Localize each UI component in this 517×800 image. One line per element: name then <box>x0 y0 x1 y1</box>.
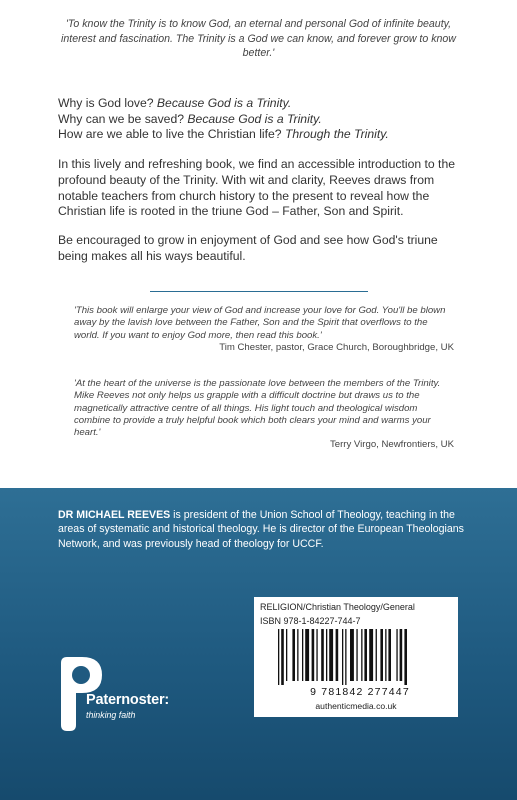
publisher-name: Paternoster: <box>86 692 170 708</box>
endorsement-quote <box>74 305 454 354</box>
author-bio-text: is president of the Union School of Theology, teaching in the areas of systematic and historical theology. He is director of the European Theologians Network, and was previously head of theology for UCCF. <box>58 509 464 550</box>
isbn-panel <box>254 597 458 717</box>
author-name: DR MICHAEL REEVES <box>58 509 171 521</box>
question-line <box>58 127 478 143</box>
endorsement-attribution: Terry Virgo, Newfrontiers, UK <box>329 439 454 451</box>
question-list <box>58 96 478 143</box>
barcode-digits: 9 781842 277447 <box>310 686 410 698</box>
publisher-url: authenticmedia.co.uk <box>315 701 397 711</box>
question-line <box>58 96 478 112</box>
answer-text: Because God is a Trinity. <box>156 96 292 110</box>
question-text: Why can we be saved? <box>58 111 188 126</box>
answer-text: Because God is a Trinity. <box>187 111 322 126</box>
endorsement-quote <box>74 378 454 452</box>
endorsement-attribution: Tim Chester, pastor, Grace Church, Boroughbridge, UK <box>219 341 454 353</box>
answer-text: Through the Trinity. <box>284 127 389 142</box>
subject-category: RELIGION/Christian Theology/General <box>260 602 415 612</box>
divider-rule <box>150 291 368 292</box>
question-text: Why is God love? <box>58 96 157 110</box>
barcode-icon <box>276 629 446 685</box>
endorsement-text: 'At the heart of the universe is the passionate love between the members of the Trinity. Mike Reeves not only helps us grapple with a difficult doctrine but draws us to the magnetically attractive centre of all things. His light touch and theological wisdom combine to provide a truly helpful book which both clears your mind and warms your heart.' <box>74 378 441 439</box>
author-bio <box>58 508 483 551</box>
question-line <box>58 112 478 128</box>
question-text: How are we able to live the Christian life? <box>58 127 285 142</box>
epigraph-quote: 'To know the Trinity is to know God, an eternal and personal God of infinite beauty, interest and fascination. The Trinity is a God we can know, and forever grow to know better.' <box>61 18 456 59</box>
encouragement-paragraph: Be encouraged to grow in enjoyment of God and see how God's triune being makes all his ways beautiful. <box>58 233 438 263</box>
endorsement-text: 'This book will enlarge your view of God and increase your love for God. You'll be blown away by the lavish love between the Father, Son and the Spirit that overflows to the world. If you want to enjoy God more, then read this book.' <box>74 305 446 341</box>
isbn-number: ISBN 978-1-84227-744-7 <box>260 616 361 626</box>
description-paragraph: In this lively and refreshing book, we find an accessible introduction to the profound beauty of the Trinity. With wit and clarity, Reeves draws from notable teachers from church history to the present to reveal how the Christian life is rooted in the triune God – Father, Son and Spirit. <box>58 157 455 219</box>
publisher-tagline: thinking faith <box>86 710 136 720</box>
